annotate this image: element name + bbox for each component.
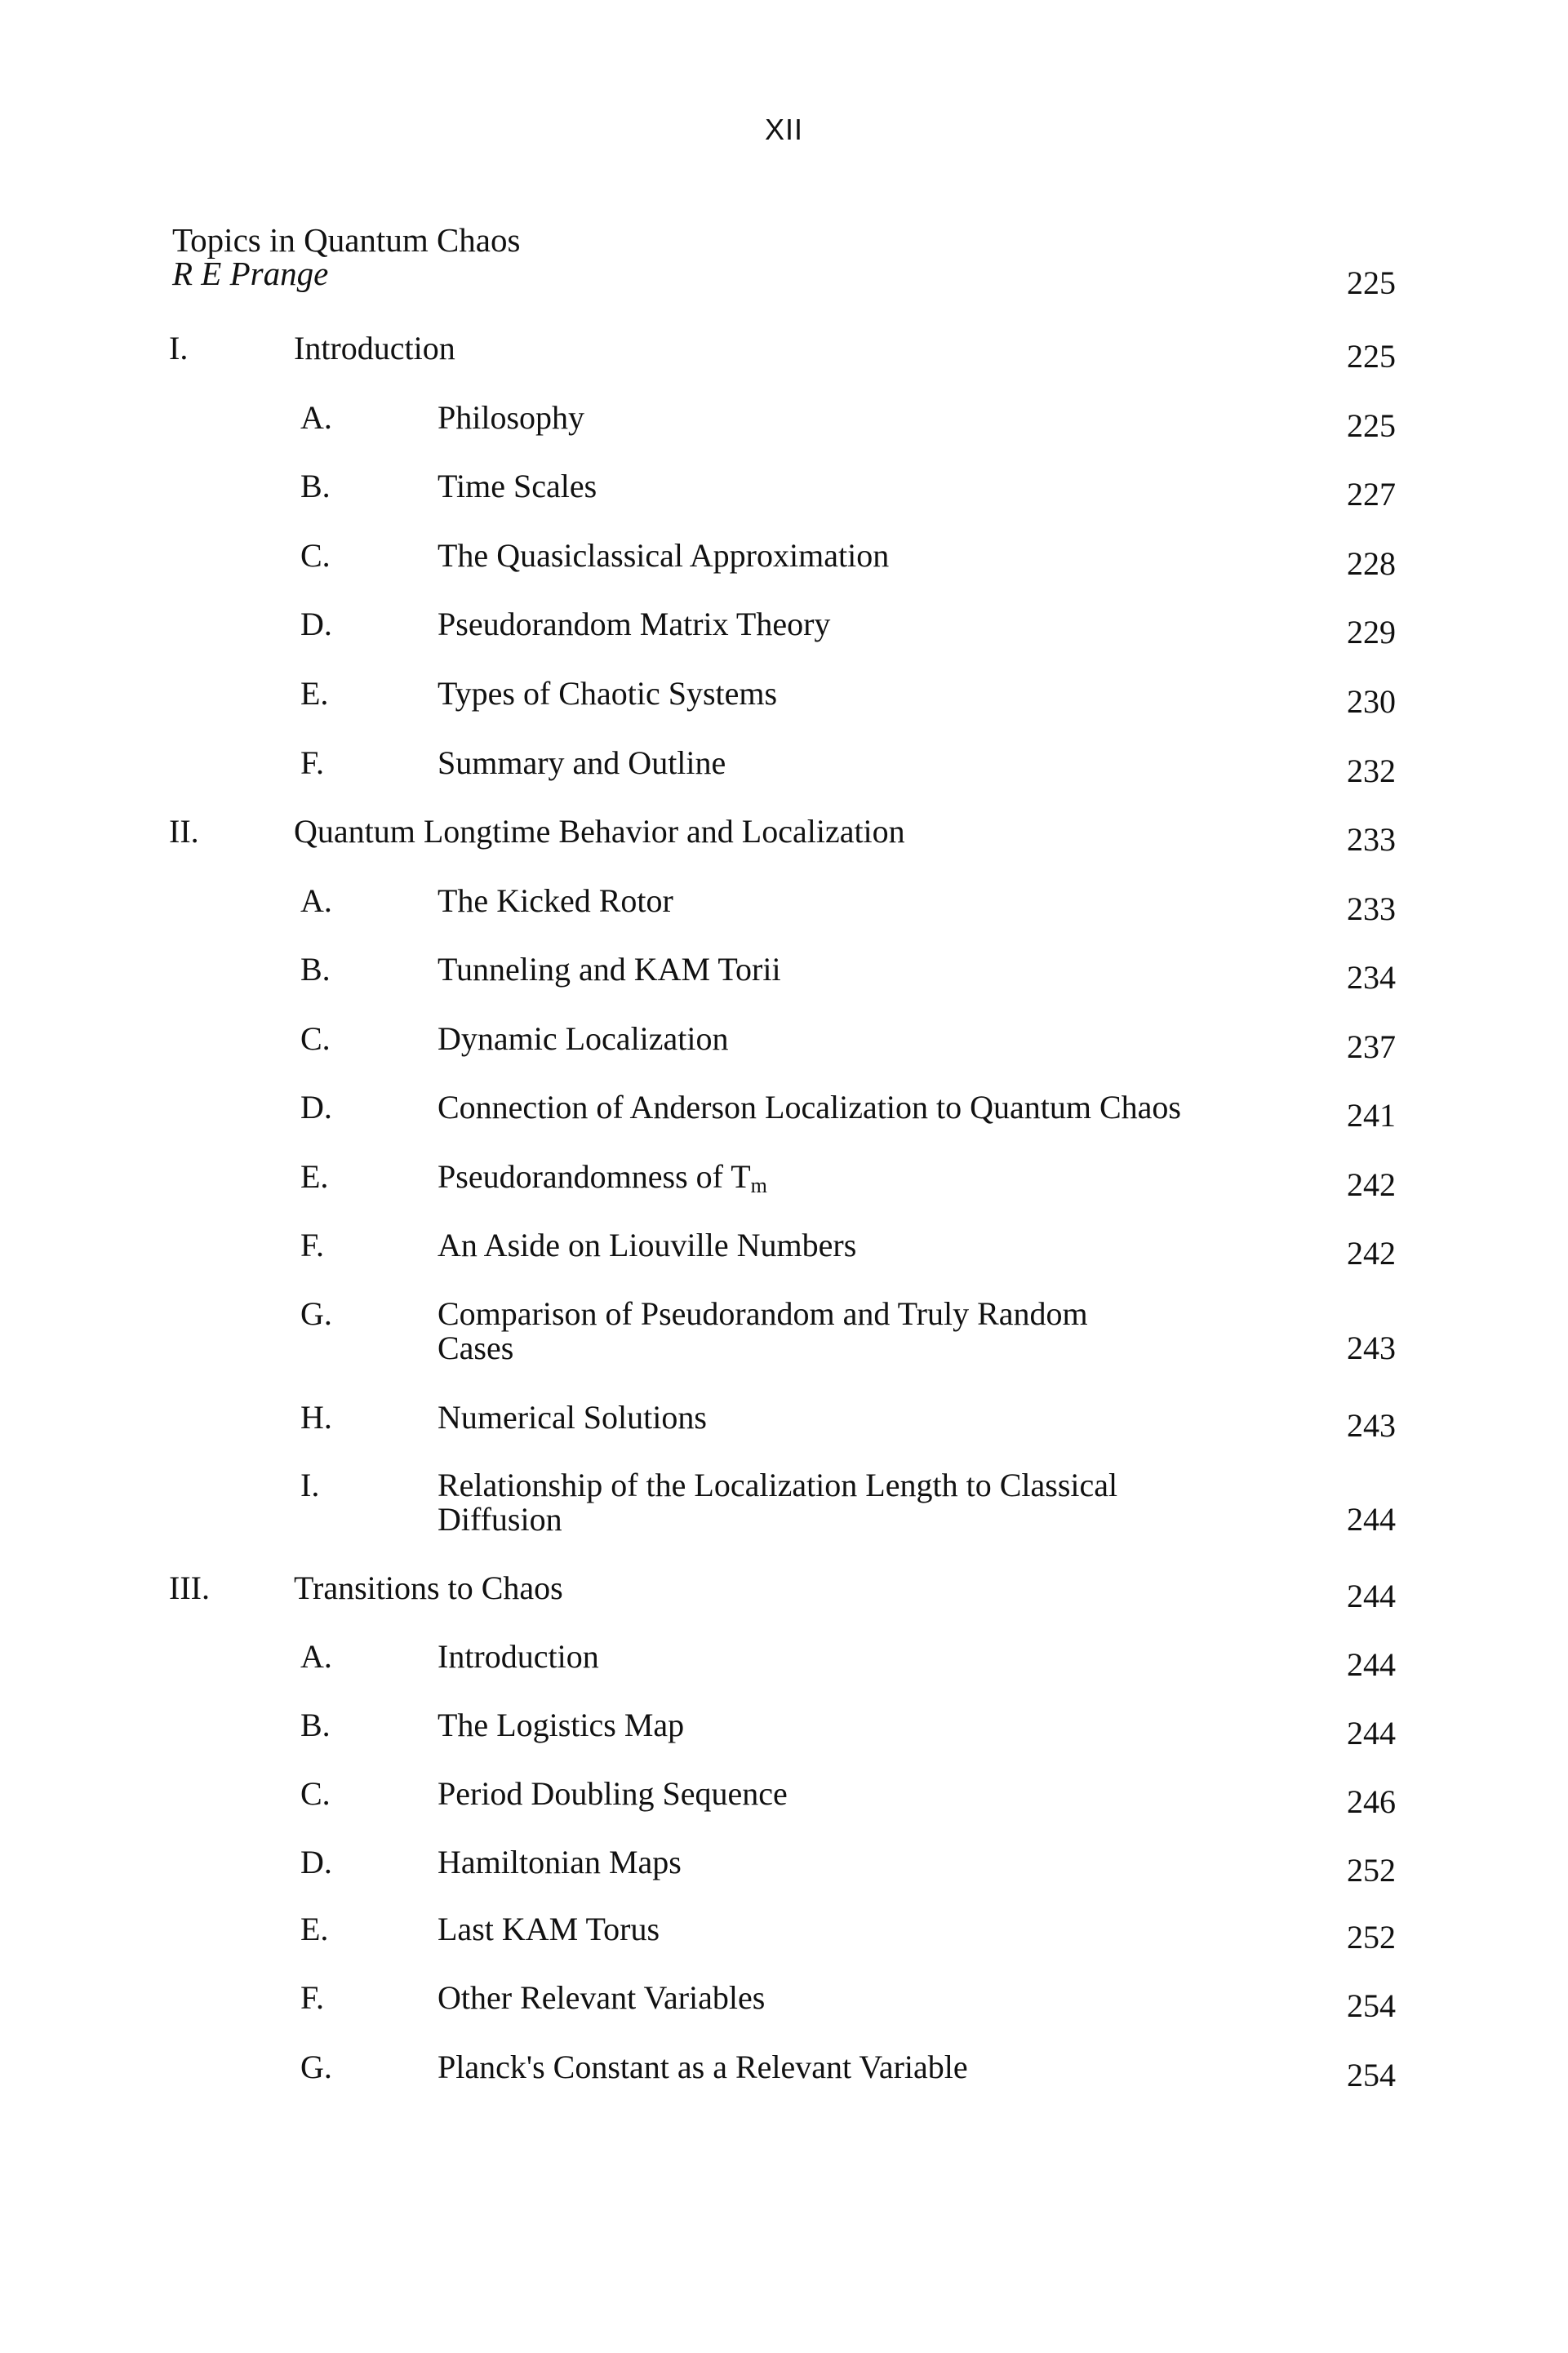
toc-entry-title	[438, 1022, 1270, 1056]
toc-entry-title-text: Connection of Anderson Localization to Quantum Chaos	[438, 1089, 1181, 1125]
toc-entry-number: C.	[300, 1775, 331, 1812]
toc-entry-page: 243	[1347, 1330, 1396, 1366]
toc-entry-page: 254	[1347, 2057, 1396, 2093]
toc-entry-title-text: Dynamic Localization	[438, 1020, 729, 1057]
toc-entry-title-text: Introduction	[294, 330, 455, 366]
toc-entry-title-text: Pseudorandomness of T	[438, 1158, 751, 1195]
toc-entry-title	[438, 539, 1270, 573]
toc-entry-title-text: Other Relevant Variables	[438, 1979, 766, 2016]
chapter-title: Topics in Quantum Chaos	[172, 221, 521, 259]
toc-entry-number: D.	[300, 1844, 332, 1880]
toc-entry-title-text: Introduction	[438, 1638, 599, 1675]
toc-entry-number: B.	[300, 951, 331, 988]
toc-entry-number: D.	[300, 1089, 332, 1125]
toc-entry-title	[438, 1090, 1270, 1125]
toc-entry-number: H.	[300, 1399, 332, 1436]
toc-entry-title-text: Numerical Solutions	[438, 1399, 707, 1436]
toc-entry-title	[438, 1845, 1270, 1880]
toc-entry-title-text: Summary and Outline	[438, 744, 726, 781]
toc-entry-page: 242	[1347, 1235, 1396, 1272]
toc-entry-title	[438, 1777, 1270, 1811]
toc-entry-subscript: m	[750, 1174, 767, 1197]
toc-entry-page: 232	[1347, 753, 1396, 789]
toc-entry-page: 244	[1347, 1578, 1396, 1614]
toc-entry-title-text: Quantum Longtime Behavior and Localization	[294, 813, 905, 850]
toc-entry-number: B.	[300, 1707, 331, 1743]
toc-entry-title	[438, 884, 1270, 918]
toc-entry-number: A.	[300, 882, 332, 919]
toc-entry-title-text: Tunneling and KAM Torii	[438, 951, 781, 988]
toc-entry-number: E.	[300, 1911, 329, 1947]
toc-entry-page: 241	[1347, 1097, 1396, 1134]
toc-entry-title-text: Period Doubling Sequence	[438, 1775, 788, 1812]
toc-entry-title	[294, 331, 455, 366]
toc-entry-page: 225	[1347, 338, 1396, 375]
toc-entry-page: 234	[1347, 959, 1396, 996]
toc-entry-number: F.	[300, 1979, 325, 2016]
toc-entry-page: 244	[1347, 1715, 1396, 1751]
toc-entry-number: E.	[300, 1158, 329, 1195]
toc-entry-title-text: Time Scales	[438, 468, 597, 504]
toc-entry-page: 246	[1347, 1783, 1396, 1820]
toc-entry-page: 228	[1347, 545, 1396, 582]
toc-entry-title	[294, 1571, 563, 1605]
toc-entry-page: 233	[1347, 821, 1396, 858]
toc-entry-number: D.	[300, 606, 332, 642]
toc-entry-number: F.	[300, 744, 325, 781]
toc-entry-title-text: Pseudorandom Matrix Theory	[438, 606, 831, 642]
toc-entry-title	[438, 1297, 1270, 1365]
chapter-author: R E Prange	[172, 255, 329, 292]
toc-entry-title	[438, 1401, 1270, 1435]
toc-entry-title-text: Relationship of the Localization Length to Classical Diffusion	[438, 1467, 1118, 1538]
toc-entry-number: III.	[169, 1569, 210, 1606]
toc-entry-title	[438, 401, 1270, 435]
toc-entry-page: 244	[1347, 1646, 1396, 1683]
toc-entry-title	[438, 1708, 1270, 1743]
toc-entry-number: C.	[300, 1020, 331, 1057]
toc-entry-title-text: The Kicked Rotor	[438, 882, 673, 919]
toc-entry-page: 254	[1347, 1987, 1396, 2024]
toc-entry-title	[438, 1228, 1270, 1263]
toc-entry-title-text: Hamiltonian Maps	[438, 1844, 682, 1880]
toc-entry-number: A.	[300, 399, 332, 436]
chapter-page-number: 225	[1347, 264, 1396, 301]
toc-entry-title-text: An Aside on Liouville Numbers	[438, 1227, 857, 1263]
toc-entry-title	[438, 1468, 1270, 1537]
toc-entry-title	[438, 1912, 1270, 1947]
toc-entry-title-text: Planck's Constant as a Relevant Variable	[438, 2049, 968, 2085]
toc-entry-page: 227	[1347, 476, 1396, 513]
toc-entry-page: 233	[1347, 890, 1396, 927]
toc-entry-title	[438, 469, 1270, 504]
toc-entry-number: G.	[300, 2049, 332, 2085]
toc-entry-title	[438, 1160, 1270, 1203]
toc-entry-title-text: Comparison of Pseudorandom and Truly Random Cases	[438, 1295, 1088, 1366]
toc-entry-title-text: Philosophy	[438, 399, 585, 436]
toc-entry-number: F.	[300, 1227, 325, 1263]
toc-entry-number: I.	[169, 330, 189, 366]
toc-entry-title	[438, 2050, 1270, 2084]
toc-entry-page: 230	[1347, 683, 1396, 720]
toc-entry-title	[438, 1640, 1270, 1674]
toc-entry-page: 242	[1347, 1166, 1396, 1203]
toc-entry-title-text: Types of Chaotic Systems	[438, 675, 778, 712]
toc-entry-title-text: The Quasiclassical Approximation	[438, 537, 890, 574]
toc-entry-number: A.	[300, 1638, 332, 1675]
toc-entry-title-text: The Logistics Map	[438, 1707, 685, 1743]
toc-entry-page: 252	[1347, 1852, 1396, 1889]
toc-entry-title	[438, 607, 1270, 642]
toc-entry-page: 237	[1347, 1028, 1396, 1065]
toc-entry-page: 225	[1347, 407, 1396, 444]
toc-entry-page: 252	[1347, 1919, 1396, 1956]
toc-entry-title	[438, 952, 1270, 987]
toc-entry-title	[438, 1981, 1270, 2015]
toc-entry-number: I.	[300, 1467, 320, 1503]
toc-entry-title	[294, 815, 905, 849]
toc-entry-page: 243	[1347, 1407, 1396, 1444]
toc-entry-title	[438, 677, 1270, 711]
toc-entry-title-text: Transitions to Chaos	[294, 1569, 563, 1606]
toc-entry-page: 244	[1347, 1501, 1396, 1538]
toc-entry-number: G.	[300, 1295, 332, 1332]
toc-entry-title	[438, 746, 1270, 780]
toc-entry-number: II.	[169, 813, 199, 850]
toc-entry-number: C.	[300, 537, 331, 574]
toc-entry-number: E.	[300, 675, 329, 712]
toc-entry-page: 229	[1347, 614, 1396, 650]
toc-entry-title-text: Last KAM Torus	[438, 1911, 660, 1947]
toc-entry-number: B.	[300, 468, 331, 504]
page-number: XII	[764, 113, 803, 146]
